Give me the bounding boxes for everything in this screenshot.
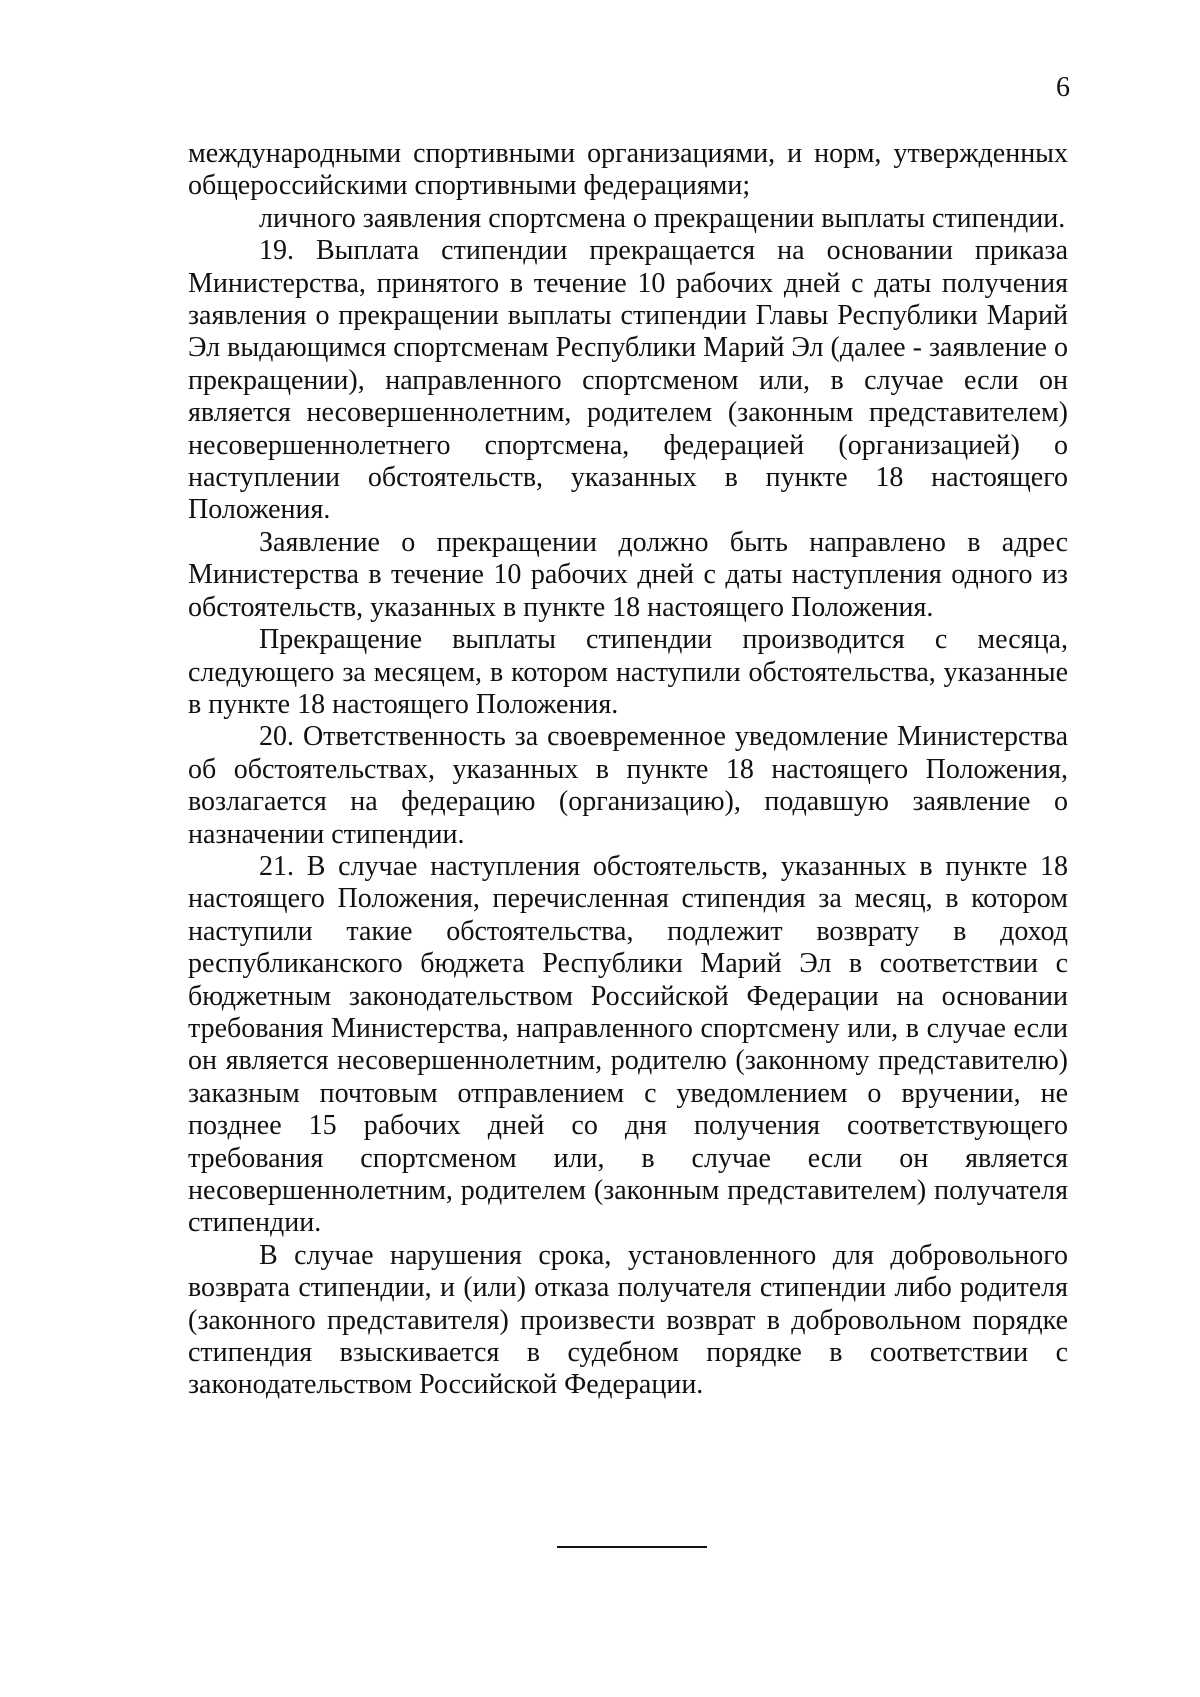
paragraph-recovery: В случае нарушения срока, установленного для добровольного возврата стипендии, и (или) отказа получателя стипендии либо родителя (законного представителя) произвести возврат в добровольном порядке стипендия взыскивается в судебном порядке в соответствии с законодательством Российской Федерации. [188, 1239, 1068, 1401]
document-body [188, 138, 1068, 1402]
paragraph-termination-start: Прекращение выплаты стипендии производится с месяца, следующего за месяцем, в котором наступили обстоятельства, указанные в пункте 18 настоящего Положения. [188, 624, 1068, 720]
paragraph-personal-application: личного заявления спортсмена о прекращении выплаты стипендии. [259, 202, 1066, 234]
paragraph-termination-application: Заявление о прекращении должно быть направлено в адрес Министерства в течение 10 рабочих дней с даты наступления одного из обстоятельств, указанных в пункте 18 настоящего Положения. [188, 526, 1068, 623]
end-of-document-rule [557, 1546, 707, 1548]
paragraph-clause-20: 20. Ответственность за своевременное уведомление Министерства об обстоятельствах, указанных в пункте 18 настоящего Положения, возлагается на федерацию (организацию), подавшую заявление о назначении стипендии. [188, 721, 1068, 850]
paragraph-clause-21: 21. В случае наступления обстоятельств, указанных в пункте 18 настоящего Положения, перечисленная стипендия за месяц, в котором наступили такие обстоятельства, подлежит возврату в доход республиканского бюджета Республики Марий Эл в соответствии с бюджетным законодательством Российской Федерации на основании требования Министерства, направленного спортсмену или, в случае если он является несовершеннолетним, родителю (законному представителю) заказным почтовым отправлением с уведомлением о вручении, не позднее 15 рабочих дней со дня получения соответствующего требования спортсменом или, в случае если он является несовершеннолетним, родителем (законным представителем) получателя стипендии. [188, 850, 1068, 1239]
paragraph-continuation: международными спортивными организациями, и норм, утвержденных общероссийскими спортивными федерациями; [188, 138, 1068, 202]
paragraph-clause-19: 19. Выплата стипендии прекращается на основании приказа Министерства, принятого в течение 10 рабочих дней с даты получения заявления о прекращении выплаты стипендии Главы Республики Марий Эл выдающимся спортсменам Республики Марий Эл (далее - заявление о прекращении), направленного спортсменом или, в случае если он является несовершеннолетним, родителем (законным представителем) несовершеннолетнего спортсмена, федерацией (организацией) о наступлении обстоятельств, указанных в пункте 18 настоящего Положения. [188, 235, 1068, 526]
page-number: 6 [1056, 72, 1070, 103]
